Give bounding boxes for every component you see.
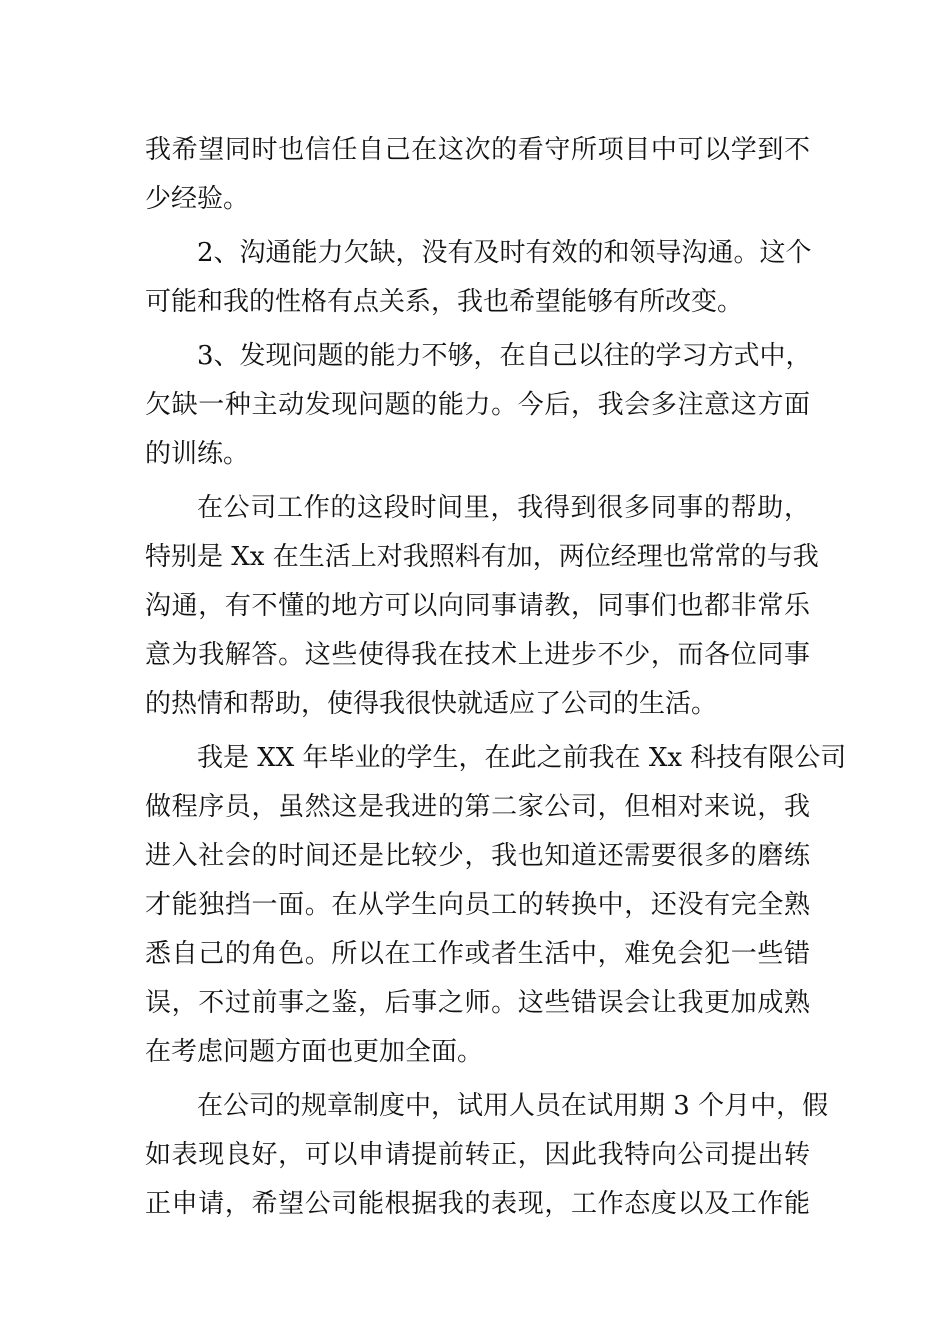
text-line: 特别是 Xx 在生活上对我照料有加，两位经理也常常的与我: [145, 542, 819, 572]
text-line: 悉自己的角色。所以在工作或者生活中，难免会犯一些错: [145, 939, 810, 969]
text-line: 2、沟通能力欠缺，没有及时有效的和领导沟通。这个: [197, 238, 812, 268]
text-line: 在公司工作的这段时间里，我得到很多同事的帮助，: [197, 493, 810, 523]
text-line: 可能和我的性格有点关系，我也希望能够有所改变。: [145, 287, 744, 317]
text-line: 少经验。: [145, 184, 250, 214]
text-line: 我是 XX 年毕业的学生，在此之前我在 Xx 科技有限公司: [197, 743, 847, 773]
text-line: 在公司的规章制度中，试用人员在试用期 3 个月中，假: [197, 1091, 829, 1121]
paragraph: [145, 484, 819, 729]
paragraph: [145, 1082, 829, 1229]
text-line: 意为我解答。这些使得我在技术上进步不少，而各位同事: [145, 640, 810, 670]
document-body: [145, 126, 847, 1229]
paragraph: [145, 332, 810, 479]
paragraph: [145, 734, 847, 1077]
paragraph: [145, 229, 810, 327]
text-line: 欠缺一种主动发现问题的能力。今后，我会多注意这方面: [145, 390, 810, 420]
text-line: 3、发现问题的能力不够，在自己以往的学习方式中，: [197, 341, 812, 371]
text-line: 在考虑问题方面也更加全面。: [145, 1037, 484, 1067]
text-line: 的训练。: [145, 439, 250, 469]
text-line: 正申请，希望公司能根据我的表现，工作态度以及工作能: [145, 1189, 810, 1219]
text-line: 做程序员，虽然这是我进的第二家公司，但相对来说，我: [145, 792, 810, 822]
text-line: 的热情和帮助，使得我很快就适应了公司的生活。: [145, 689, 718, 719]
text-line: 进入社会的时间还是比较少，我也知道还需要很多的磨练: [145, 841, 810, 871]
text-line: 才能独挡一面。在从学生向员工的转换中，还没有完全熟: [145, 890, 810, 920]
text-line: 我希望同时也信任自己在这次的看守所项目中可以学到不: [145, 135, 810, 165]
text-line: 误，不过前事之鉴，后事之师。这些错误会让我更加成熟: [145, 988, 810, 1018]
paragraph: [145, 126, 810, 224]
text-line: 沟通，有不懂的地方可以向同事请教，同事们也都非常乐: [145, 591, 810, 621]
text-line: 如表现良好，可以申请提前转正，因此我特向公司提出转: [145, 1140, 810, 1170]
